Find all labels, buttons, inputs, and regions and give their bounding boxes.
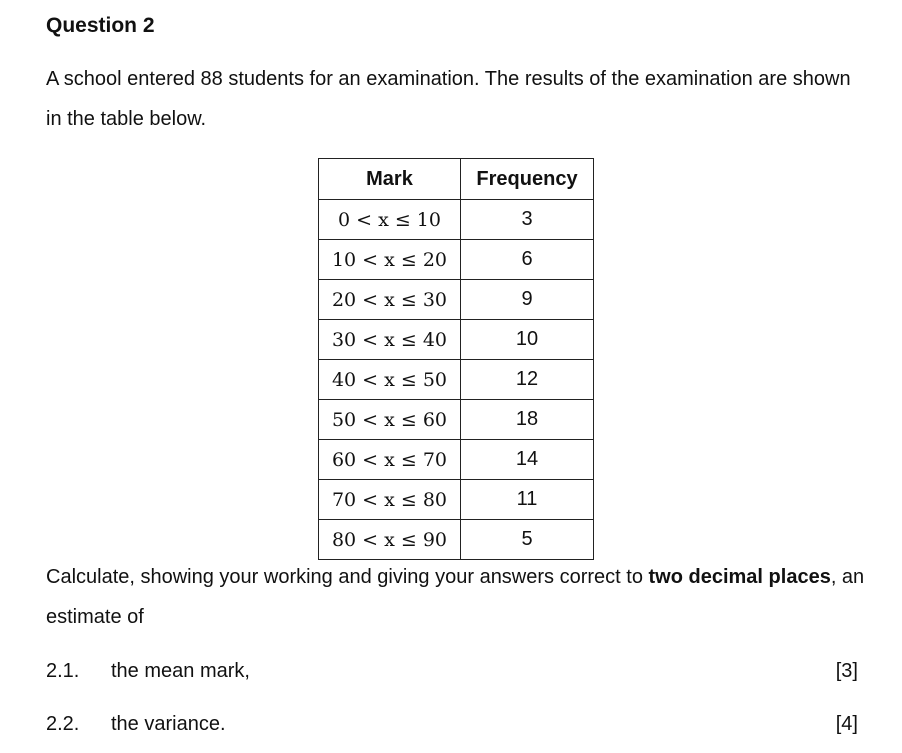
part-number: 2.2. [46,713,80,735]
part-marks: [4] [835,713,858,735]
frequency-cell: 3 [461,200,594,240]
table-row [319,440,594,480]
mark-cell: 30 < x ≤ 40 [319,320,461,360]
table-header-row [319,159,594,200]
frequency-cell: 10 [461,320,594,360]
part-text: the mean mark, [111,660,250,682]
instruction-after: , an estimate of [46,566,865,628]
part-marks: [3] [835,660,858,682]
frequency-cell: 11 [461,480,594,520]
mark-cell: 0 < x ≤ 10 [319,200,461,240]
instruction-bold: two decimal places [648,566,831,588]
frequency-cell: 6 [461,240,594,280]
mark-cell: 10 < x ≤ 20 [319,240,461,280]
table-row [319,480,594,520]
mark-cell: 40 < x ≤ 50 [319,360,461,400]
mark-cell: 20 < x ≤ 30 [319,280,461,320]
header-frequency: Frequency [461,159,594,200]
table-row [319,520,594,560]
mark-cell: 50 < x ≤ 60 [319,400,461,440]
table-row [319,400,594,440]
frequency-cell: 12 [461,360,594,400]
instruction-before: Calculate, showing your working and giving your answers correct to [46,566,649,588]
mark-cell: 80 < x ≤ 90 [319,520,461,560]
question-intro: A school entered 88 students for an examination. The results of the examination are shown in the table below. [46,68,851,130]
instruction-text [46,557,866,637]
frequency-cell: 5 [461,520,594,560]
frequency-cell: 14 [461,440,594,480]
header-mark: Mark [319,159,461,200]
table-row [319,320,594,360]
part-number: 2.1. [46,660,80,682]
part-text: the variance. [111,713,226,735]
mark-cell: 60 < x ≤ 70 [319,440,461,480]
table-row [319,360,594,400]
frequency-cell: 9 [461,280,594,320]
frequency-cell: 18 [461,400,594,440]
table-row [319,200,594,240]
question-title: Question 2 [46,14,155,37]
frequency-table [318,158,594,560]
table-row [319,280,594,320]
table-row [319,240,594,280]
mark-cell: 70 < x ≤ 80 [319,480,461,520]
